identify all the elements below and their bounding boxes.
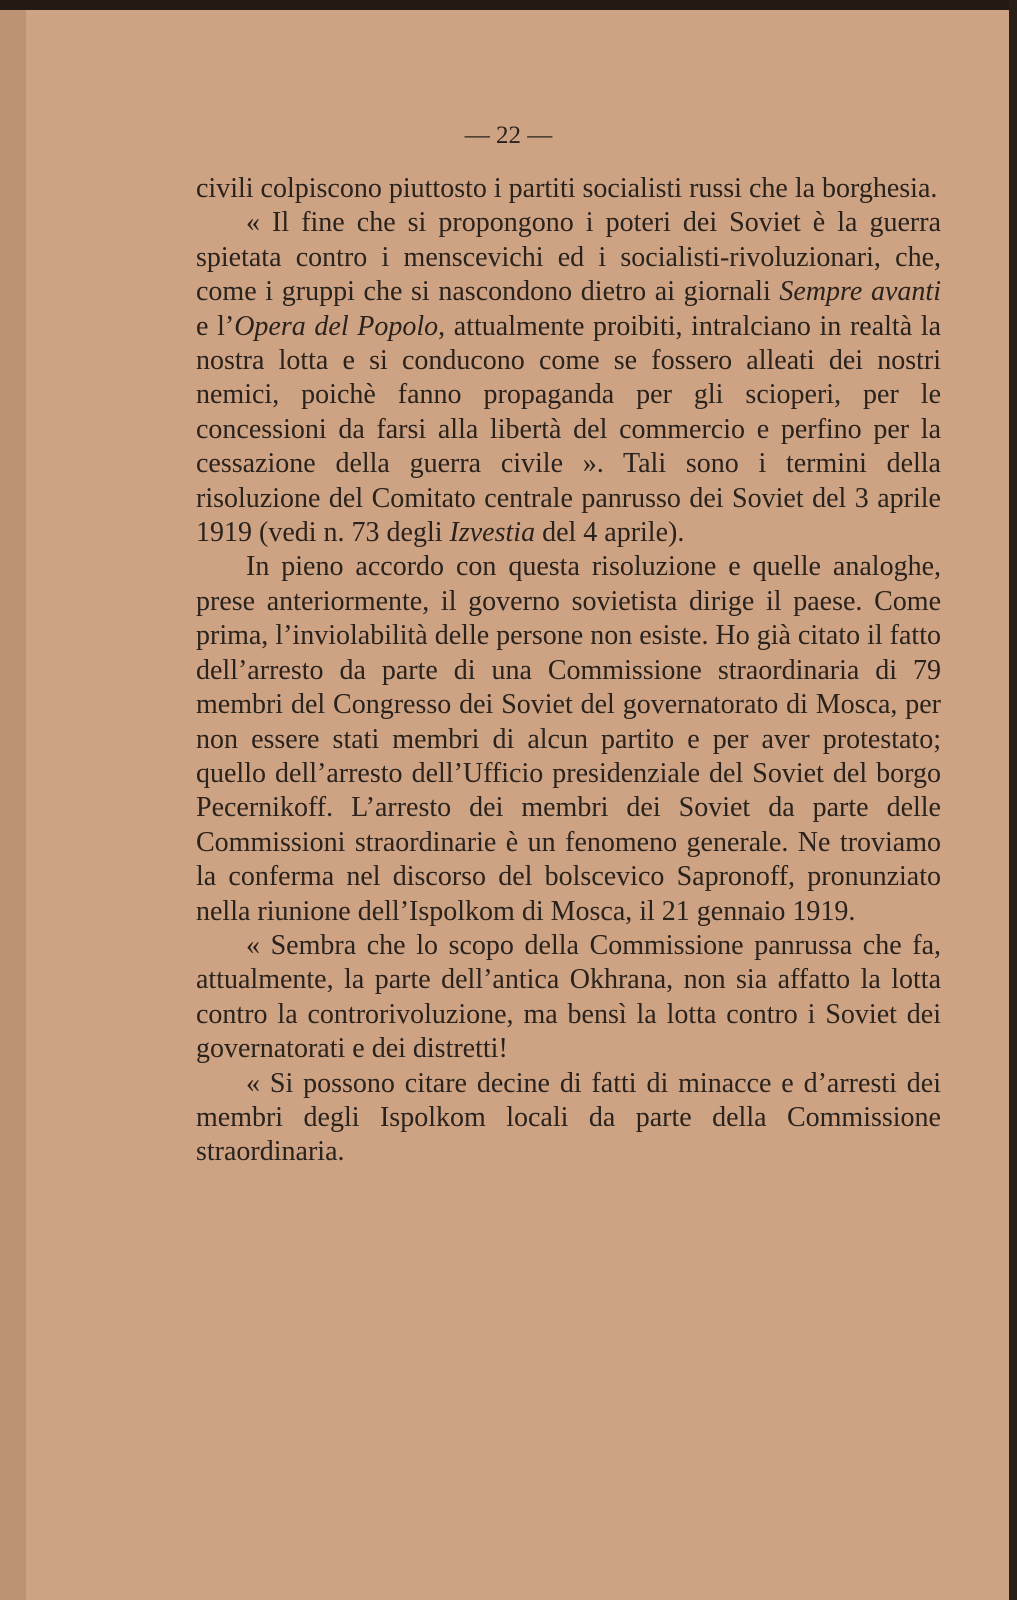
paragraph [196,929,941,1067]
paragraph-text: « Il fine che si propongono i poteri dei Soviet è la guerra spietata contro i menscevichi ed i socialisti-rivoluzionari, che, come i gruppi che si nascondono dietro ai giornali [196,207,941,308]
page-left-margin-shadow [0,10,26,1600]
paragraph-text: del 4 aprile). [535,517,685,549]
paragraph-text: , attualmente proibiti, intralciano in realtà la nostra lotta e si conducono come se fossero alleati dei nostri nemici, poichè fanno propaganda per gli scioperi, per le concessioni da farsi alla libertà del commercio e perfino per la cessazione della guerra civile ». Tali sono i termini della risoluzione del Comitato centrale panrusso dei Soviet del 3 aprile 1919 (vedi n. 73 degli [196,310,941,549]
paragraph-text: civili colpiscono piuttosto i partiti socialisti russi che la borghesia. [196,173,938,204]
paragraph [196,1067,941,1170]
paragraph-text: In pieno accordo con questa risoluzione e quelle analoghe, prese anteriormente, il governo sovietista dirige il paese. Come prima, l’inviolabilità delle persone non esiste. Ho già citato il fatto dell’arresto da parte di una Commissione straordinaria di 79 membri del Congresso dei Soviet del governatorato di Mosca, per non essere stati membri di alcun partito e per aver protestato; quello dell’arresto dell’Ufficio presidenziale del Soviet del borgo Pecernikoff. L’arresto dei membri dei Soviet da parte delle Commissioni straordinarie è un fenomeno generale. Ne troviamo la conferma nel discorso del bolscevico Sapronoff, pronunziato nella riunione dell’Ispolkom di Mosca, il 21 gennaio 1919. [196,551,941,927]
paragraph [196,172,941,206]
page-top-edge [0,0,1017,10]
paragraph-text: « Sembra che lo scopo della Commissione panrussa che fa, attualmente, la parte dell’antica Okhrana, non sia affatto la lotta contro la controrivoluzione, ma bensì la lotta contro i Soviet dei governatorati e dei distretti! [196,929,941,1065]
italic-title-text: Sempre avanti [779,276,941,308]
italic-title-text: Izvestia [449,517,536,549]
paragraph [196,206,941,550]
paragraph-text: « Si possono citare decine di fatti di minacce e d’arresti dei membri degli Ispolkom locali da parte della Commissione straordinaria. [196,1067,941,1168]
paragraph-text: e l’ [196,310,235,342]
paragraph [196,550,941,928]
page-right-edge [1009,0,1017,1600]
page-number: — 22 — [464,122,553,149]
body-text [196,172,941,1170]
italic-title-text: Opera del Popolo [234,310,439,342]
